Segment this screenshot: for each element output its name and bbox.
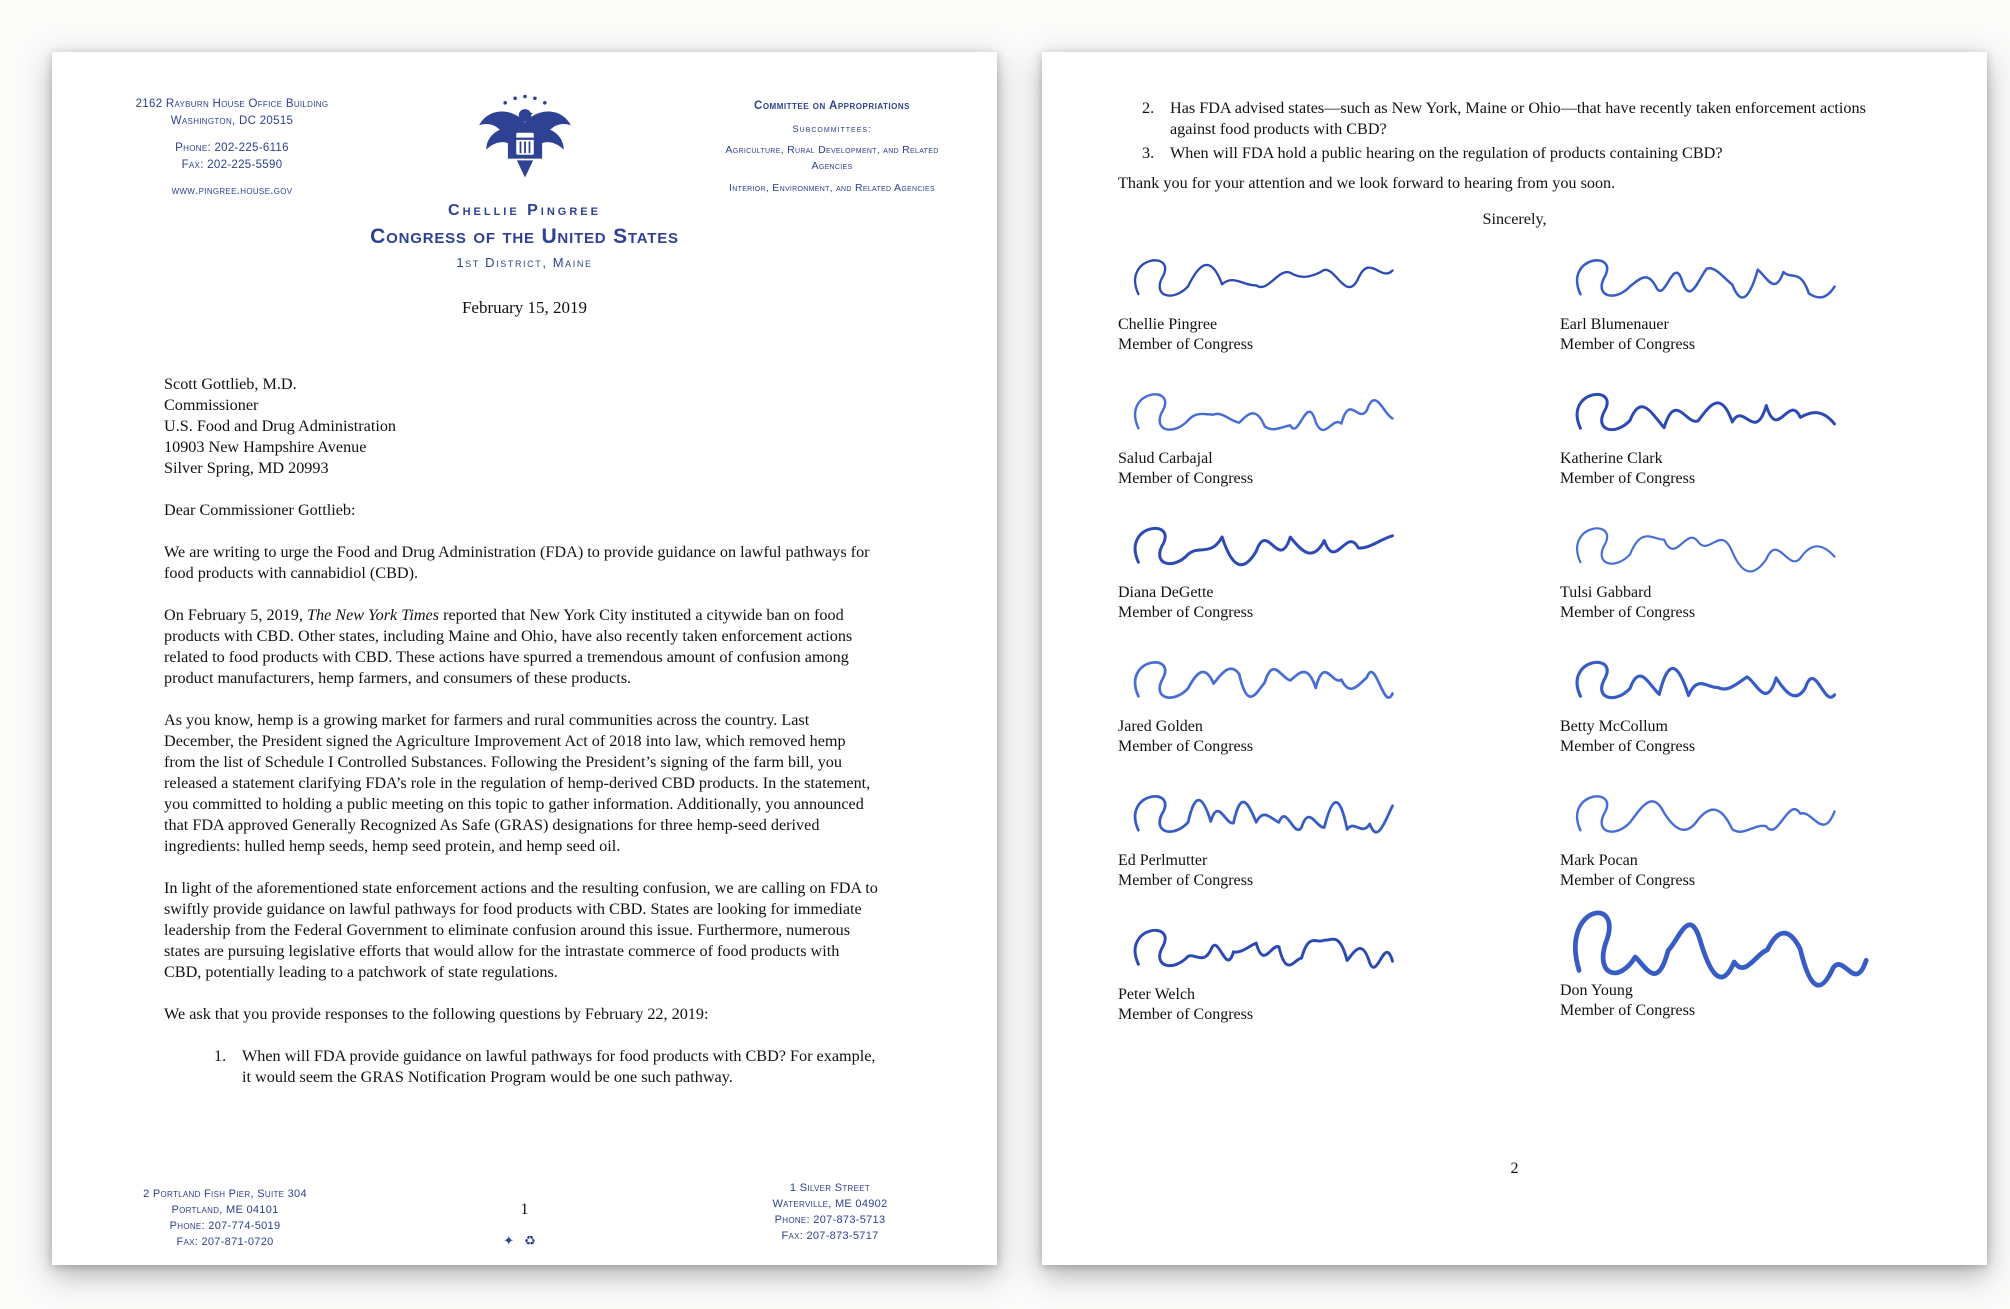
letterhead-office-address	[102, 96, 362, 200]
signature-grid	[1118, 248, 1968, 1052]
signature-scribble	[1118, 516, 1410, 582]
footer-address-line: Portland, ME 04101	[171, 1204, 279, 1217]
signature-scribble	[1560, 650, 1852, 716]
recipient-line: U.S. Food and Drug Administration	[164, 417, 397, 435]
signatory-name: Katherine Clark	[1560, 450, 1663, 467]
signatory-name: Mark Pocan	[1560, 852, 1638, 869]
office-fax: Fax: 202-225-5590	[181, 158, 283, 171]
signatory-name: Earl Blumenauer	[1560, 316, 1669, 333]
footer-address-line: 2 Portland Fish Pier, Suite 304	[143, 1188, 307, 1201]
footer-phone: Phone: 207-774-5019	[169, 1220, 281, 1233]
office-phone: Phone: 202-225-6116	[175, 141, 289, 154]
valediction: Sincerely,	[1482, 210, 1547, 228]
signature-scribble	[1118, 248, 1410, 314]
signatory-title: Member of Congress	[1118, 604, 1254, 621]
district-name: 1st District, Maine	[456, 255, 593, 270]
footer-address-line: 1 Silver Street	[789, 1182, 871, 1195]
signatory-name: Don Young	[1560, 982, 1633, 999]
paragraph-segment: On February 5, 2019,	[164, 606, 307, 624]
letterhead-identity	[52, 202, 997, 270]
office-address-line: Washington, DC 20515	[170, 115, 294, 128]
letter-body	[164, 374, 879, 1109]
signature-block	[1560, 650, 1968, 784]
signatory-name: Tulsi Gabbard	[1560, 584, 1652, 601]
signature-block	[1560, 382, 1968, 516]
signatory-title: Member of Congress	[1560, 470, 1696, 487]
salutation: Dear Commissioner Gottlieb:	[164, 501, 356, 519]
footer-address-line: Waterville, ME 04902	[772, 1198, 888, 1211]
recipient-line: Commissioner	[164, 396, 259, 414]
signatory-name: Chellie Pingree	[1118, 316, 1218, 333]
recipient-line: Silver Spring, MD 20993	[164, 459, 329, 477]
signature-block	[1118, 784, 1560, 918]
signatory-name: Jared Golden	[1118, 718, 1203, 735]
body-paragraph	[164, 605, 879, 689]
signatory-name: Diana DeGette	[1118, 584, 1214, 601]
signature-block	[1118, 382, 1560, 516]
signatory-title: Member of Congress	[1560, 872, 1696, 889]
footer-fax: Fax: 207-871-0720	[176, 1236, 274, 1249]
question-text: Has FDA advised states—such as New York, Maine or Ohio—that have recently taken enforcement actions against food products with CBD?	[1170, 99, 1866, 138]
footer-waterville-office	[715, 1181, 945, 1245]
signature-scribble	[1560, 784, 1852, 850]
recipient-line: Scott Gottlieb, M.D.	[164, 375, 297, 393]
signatory-name: Ed Perlmutter	[1118, 852, 1208, 869]
signatory-title: Member of Congress	[1118, 1006, 1254, 1023]
signatory-title: Member of Congress	[1560, 336, 1696, 353]
letter-page-2	[1042, 52, 1987, 1265]
signatory-name: Salud Carbajal	[1118, 450, 1213, 467]
letter-date: February 15, 2019	[461, 298, 588, 317]
signature-scribble	[1118, 650, 1410, 716]
signatory-title: Member of Congress	[1118, 872, 1254, 889]
letter-page-1	[52, 52, 997, 1265]
page-number: 2	[1510, 1160, 1519, 1177]
signature-block	[1560, 918, 1968, 1052]
signature-block	[1118, 918, 1560, 1052]
signature-scribble	[1118, 784, 1410, 850]
signature-scribble	[1560, 516, 1852, 582]
question-text: When will FDA provide guidance on lawful pathways for food products with CBD? For example, it would seem the GRAS Notification Program would be one such pathway.	[242, 1047, 876, 1086]
signatory-name: Betty McCollum	[1560, 718, 1668, 735]
union-bug-icon: ✦	[503, 1233, 525, 1248]
signature-scribble	[1118, 918, 1410, 984]
signatory-title: Member of Congress	[1118, 470, 1254, 487]
recycle-icon: ♻	[524, 1233, 546, 1248]
committee-title: Committee on Appropriations	[754, 100, 910, 112]
question-text: When will FDA hold a public hearing on the regulation of products containing CBD?	[1170, 144, 1723, 162]
letterhead-committee-block	[717, 98, 947, 196]
question-number: 2.	[1142, 99, 1155, 117]
question-item-2	[1142, 98, 1912, 140]
page-number: 1	[520, 1201, 529, 1218]
recipient-address-block	[164, 374, 879, 479]
closing-sentence: Thank you for your attention and we look forward to hearing from you soon.	[1118, 174, 1616, 192]
footer-fax: Fax: 207-873-5717	[781, 1230, 879, 1243]
signature-block	[1560, 516, 1968, 650]
body-paragraph: In light of the aforementioned state enforcement actions and the resulting confusion, we are calling on FDA to swiftly provide guidance on lawful pathways for food products with CBD. States are looking for immediate leadership from the Federal Government to eliminate confusion around this issue. Furthermore, numerous states are pursuing legislative efforts that would allow for the intrastate commerce of food products with CBD, potentially leading to a patchwork of state regulations.	[164, 879, 878, 981]
subcommittee-item: Agriculture, Rural Development, and Related Agencies	[725, 144, 939, 172]
questions-continued	[1142, 98, 1912, 167]
signatory-name: Peter Welch	[1118, 986, 1196, 1003]
member-name: Chellie Pingree	[448, 202, 601, 219]
signature-scribble	[1560, 248, 1852, 314]
question-item-1	[164, 1046, 879, 1088]
question-number: 1.	[214, 1047, 227, 1065]
institution-name: Congress of the United States	[370, 225, 679, 248]
paragraph-segment: reported that New York City instituted a citywide ban on food products with CBD. Other states, including Maine and Ohio, have also recently taken enforcement actions related to food products with CBD. These actions have spurred a tremendous amount of confusion among product manufacturers, hemp farmers, and consumers of these products.	[164, 606, 853, 687]
signature-block	[1118, 516, 1560, 650]
question-item-3	[1142, 143, 1912, 164]
publication-name: The New York Times	[306, 606, 440, 624]
signature-scribble	[1118, 382, 1410, 448]
signature-scribble	[1560, 382, 1852, 448]
body-paragraph: We are writing to urge the Food and Drug Administration (FDA) to provide guidance on lawful pathways for food products with cannabidiol (CBD).	[164, 543, 870, 582]
signatory-title: Member of Congress	[1560, 738, 1696, 755]
subcommittee-item: Interior, Environment, and Related Agencies	[729, 181, 935, 194]
signatory-title: Member of Congress	[1560, 604, 1696, 621]
subcommittees-label: Subcommittees:	[792, 123, 872, 135]
office-address-line: 2162 Rayburn House Office Building	[135, 98, 329, 110]
signature-block	[1118, 248, 1560, 382]
signatory-title: Member of Congress	[1118, 336, 1254, 353]
body-paragraph: As you know, hemp is a growing market for farmers and rural communities across the country. Last December, the President signed the Agriculture Improvement Act of 2018 into law, which removed hemp from the list of Schedule I Controlled Substances. Following the President’s signing of the farm bill, you released a statement clarifying FDA’s role in the regulation of hemp-derived CBD products. In the statement, you committed to holding a public meeting on this topic to gather information. Additionally, you announced that FDA approved Generally Recognized As Safe (GRAS) designations for three hemp-seed derived ingredients: hulled hemp seeds, hemp seed protein, and hemp seed oil.	[164, 711, 871, 855]
website-url: www.pingree.house.gov	[171, 185, 293, 197]
signatory-title: Member of Congress	[1560, 1002, 1696, 1019]
signature-block	[1118, 650, 1560, 784]
signature-block	[1560, 248, 1968, 382]
signatory-title: Member of Congress	[1118, 738, 1254, 755]
footer-phone: Phone: 207-873-5713	[774, 1214, 886, 1227]
question-number: 3.	[1142, 144, 1155, 162]
recipient-line: 10903 New Hampshire Avenue	[164, 438, 367, 456]
questions-intro: We ask that you provide responses to the following questions by February 22, 2019:	[164, 1005, 709, 1023]
congressional-eagle-seal-icon	[471, 88, 579, 186]
